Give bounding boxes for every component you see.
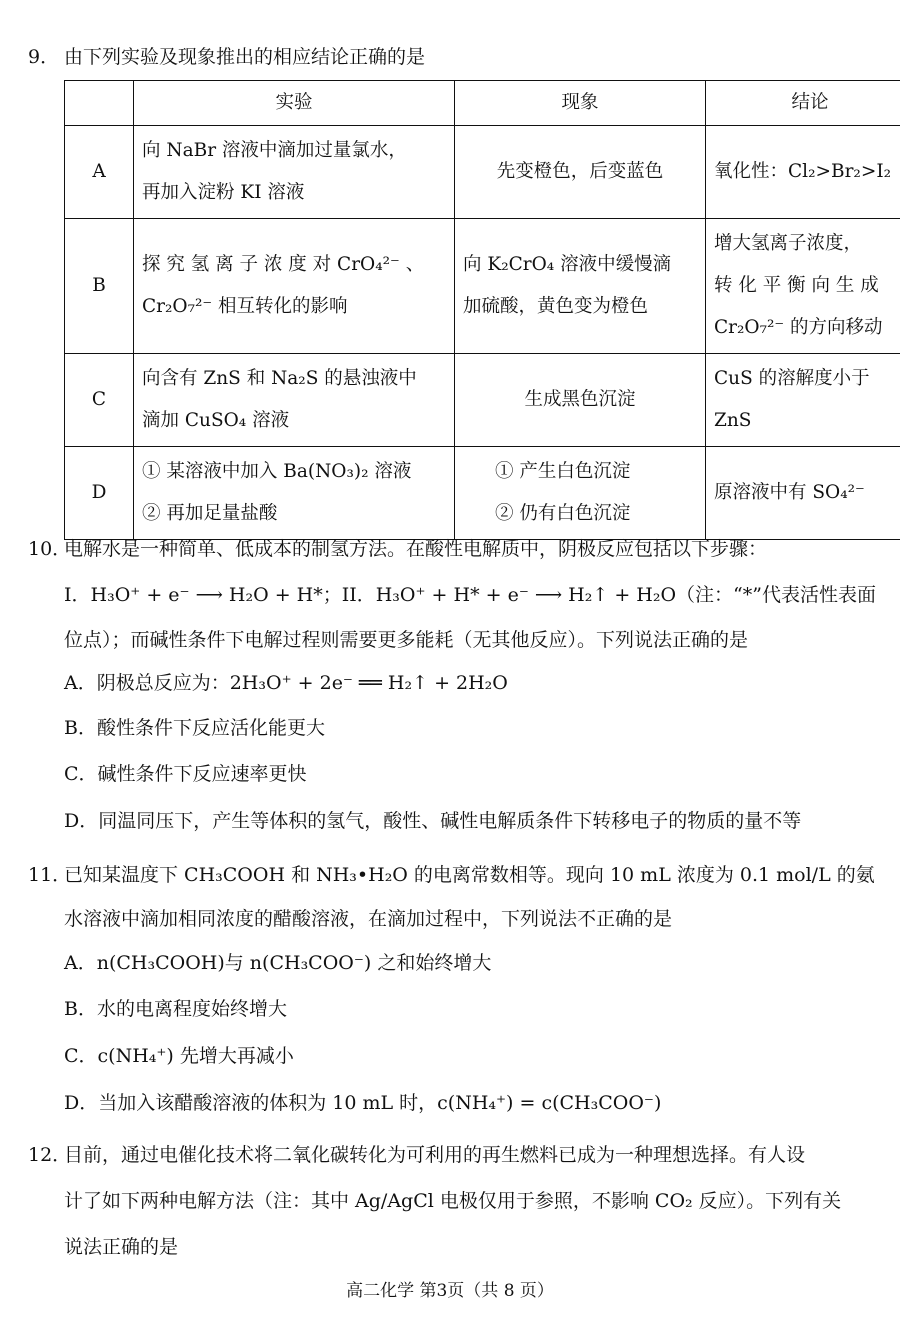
option-c: C．c(NH₄⁺) 先增大再减小: [64, 1045, 294, 1067]
observation-cell: [455, 126, 706, 219]
observation-cell: [455, 354, 706, 447]
row-id: D: [65, 447, 134, 540]
question-12-line-2: 计了如下两种电解方法（注：其中 Ag/AgCl 电极仅用于参照，不影响 CO₂ 反应）。下列有关: [64, 1190, 842, 1212]
option-c: C．碱性条件下反应速率更快: [64, 763, 307, 785]
observation-cell: [455, 219, 706, 354]
option-a: A．阴极总反应为：2H₃O⁺ + 2e⁻ ══ H₂↑ + 2H₂O: [64, 672, 508, 694]
cell-line: 增大氢离子浓度，: [714, 233, 863, 254]
table-header-row: [65, 81, 900, 126]
cell-line: CuS 的溶解度小于: [714, 368, 870, 389]
cell-line: 探 究 氢 离 子 浓 度 对 CrO₄²⁻ 、: [142, 254, 425, 275]
table-row: [65, 447, 900, 540]
cell-line: 原溶液中有 SO₄²⁻: [714, 482, 865, 503]
table-row: [65, 126, 900, 219]
row-id: A: [65, 126, 134, 219]
cell-line: 先变橙色，后变蓝色: [496, 161, 664, 182]
conclusion-cell: [706, 354, 900, 447]
question-12-line-3: 说法正确的是: [64, 1236, 179, 1258]
option-b: B．水的电离程度始终增大: [64, 998, 287, 1020]
cell-line: 氧化性：Cl₂>Br₂>I₂: [714, 161, 892, 182]
cell-line: ② 仍有白色沉淀: [495, 503, 631, 524]
page-footer: 高二化学 第3页（共 8 页）: [346, 1281, 554, 1301]
cell-line: 向 K₂CrO₄ 溶液中缓慢滴: [463, 254, 672, 275]
cell-line: 再加入淀粉 KI 溶液: [142, 182, 305, 203]
question-number: 9．: [28, 46, 60, 68]
experiment-cell: [134, 447, 455, 540]
experiment-cell: [134, 126, 455, 219]
cell-line: ZnS: [714, 410, 752, 431]
question-stem: 目前，通过电催化技术将二氧化碳转化为可利用的再生燃料已成为一种理想选择。有人设: [64, 1144, 806, 1166]
header-cell: 现象: [455, 81, 706, 126]
question-number: 12．: [28, 1144, 72, 1166]
option-b: B．酸性条件下反应活化能更大: [64, 717, 325, 739]
cell-line: 加硫酸，黄色变为橙色: [463, 296, 649, 317]
conclusion-cell: [706, 219, 900, 354]
header-cell: 结论: [706, 81, 900, 126]
cell-line: 向 NaBr 溶液中滴加过量氯水，: [142, 140, 407, 161]
cell-line: 转 化 平 衡 向 生 成: [714, 275, 879, 296]
question-number: 10．: [28, 538, 72, 560]
option-d: D．当加入该醋酸溶液的体积为 10 mL 时，c(NH₄⁺) = c(CH₃COO⁻): [64, 1092, 662, 1114]
question-stem: 由下列实验及现象推出的相应结论正确的是: [64, 46, 426, 68]
question-number: 11．: [28, 864, 72, 886]
option-a: A．n(CH₃COOH)与 n(CH₃COO⁻) 之和始终增大: [64, 952, 492, 974]
question-11-line-2: 水溶液中滴加相同浓度的醋酸溶液，在滴加过程中，下列说法不正确的是: [64, 908, 673, 930]
cell-line: Cr₂O₇²⁻ 的方向移动: [714, 317, 883, 338]
cell-line: ② 再加足量盐酸: [142, 503, 278, 524]
header-cell: [65, 81, 134, 126]
experiment-cell: [134, 219, 455, 354]
question-stem: 电解水是一种简单、低成本的制氢方法。在酸性电解质中，阴极反应包括以下步骤：: [64, 538, 768, 560]
cell-line: 生成黑色沉淀: [524, 389, 636, 410]
question-stem: 已知某温度下 CH₃COOH 和 NH₃•H₂O 的电离常数相等。现向 10 mL 浓度为 0.1 mol/L 的氨: [64, 864, 875, 886]
option-d: D．同温同压下，产生等体积的氢气，酸性、碱性电解质条件下转移电子的物质的量不等: [64, 810, 802, 832]
conclusion-cell: [706, 126, 900, 219]
cell-line: Cr₂O₇²⁻ 相互转化的影响: [142, 296, 348, 317]
table-row: [65, 354, 900, 447]
observation-cell: [455, 447, 706, 540]
question-10-line-3: 位点）；而碱性条件下电解过程则需要更多能耗（无其他反应）。下列说法正确的是: [64, 629, 749, 651]
table-row: [65, 219, 900, 354]
row-id: C: [65, 354, 134, 447]
row-id: B: [65, 219, 134, 354]
conclusion-cell: [706, 447, 900, 540]
cell-line: 向含有 ZnS 和 Na₂S 的悬浊液中: [142, 368, 417, 389]
question-10-line-2: I．H₃O⁺ + e⁻ ⟶ H₂O + H*；II．H₃O⁺ + H* + e⁻ ⟶ H₂↑ + H₂O（注：“*”代表活性表面: [64, 584, 876, 606]
cell-line: ① 产生白色沉淀: [495, 461, 631, 482]
header-cell: 实验: [134, 81, 455, 126]
experiment-table: [64, 80, 900, 540]
cell-line: ① 某溶液中加入 Ba(NO₃)₂ 溶液: [142, 461, 412, 482]
cell-line: 滴加 CuSO₄ 溶液: [142, 410, 290, 431]
experiment-cell: [134, 354, 455, 447]
